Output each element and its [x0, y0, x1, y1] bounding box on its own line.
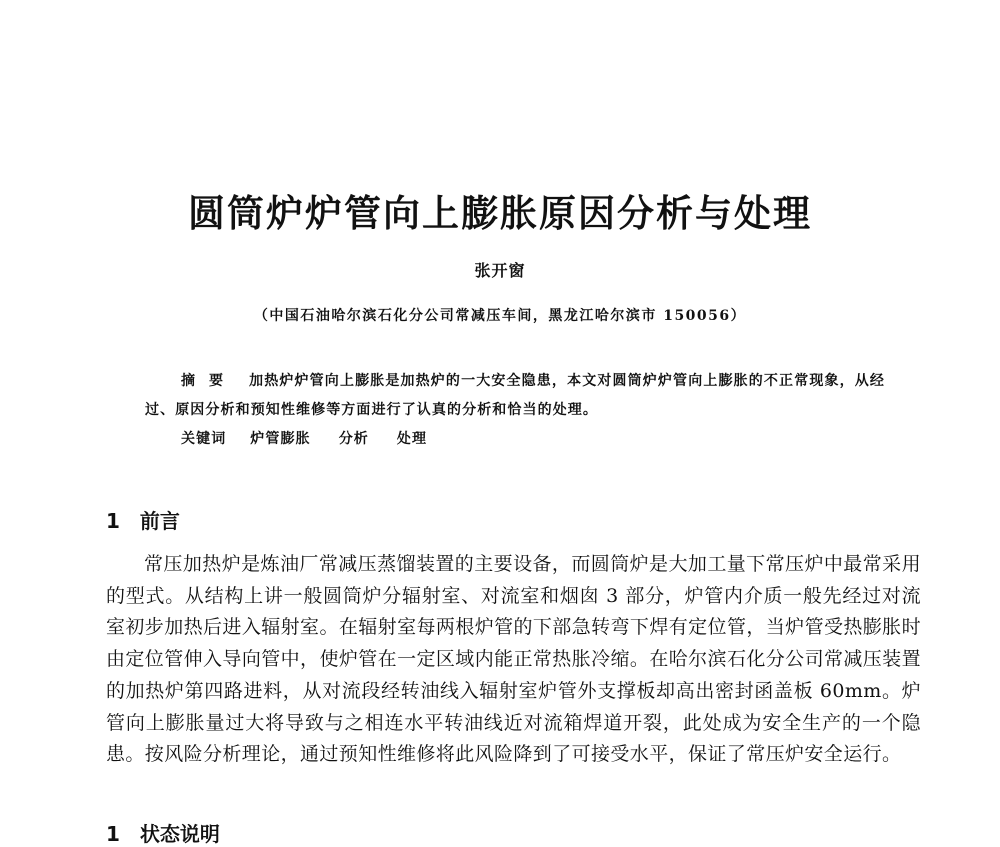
author-affiliation: （中国石油哈尔滨石化分公司常减压车间，黑龙江哈尔滨市 150056） — [253, 308, 747, 324]
abstract-paragraph — [145, 367, 885, 425]
keywords-row — [181, 425, 885, 454]
section-number: 1 — [106, 822, 120, 846]
keyword: 炉管膨胀 — [250, 431, 311, 447]
abstract-block — [145, 367, 885, 454]
section-heading-status — [106, 818, 220, 847]
section-number: 1 — [106, 509, 120, 533]
keyword: 分析 — [338, 431, 369, 447]
abstract-text: 加热炉炉管向上膨胀是加热炉的一大安全隐患，本文对圆筒炉炉管向上膨胀的不正常现象，从经过、原因分析和预知性维修等方面进行了认真的分析和恰当的处理。 — [145, 373, 886, 418]
keywords-label: 关键词 — [181, 431, 227, 447]
section-title: 状态说明 — [139, 822, 220, 846]
author-name: 张开窗 — [474, 261, 526, 280]
keyword: 处理 — [396, 431, 428, 447]
abstract-label: 摘要 — [181, 373, 238, 389]
section-title: 前言 — [139, 509, 180, 533]
section-heading-intro — [106, 505, 180, 534]
intro-paragraph: 常压加热炉是炼油厂常减压蒸馏装置的主要设备，而圆筒炉是大加工量下常压炉中最常采用的型式。从结构上讲一般圆筒炉分辐射室、对流室和烟囱 3 部分，炉管内介质一般先经过对流室初步加热后进入辐射室。在辐射室每两根炉管的下部急转弯下焊有定位管，当炉管受热膨胀时由定位管伸入导向管中，使炉管在一定区域内能正常热胀冷缩。在哈尔滨石化分公司常减压装置的加热炉第四路进料，从对流段经转油线入辐射室炉管外支撑板却高出密封函盖板 60mm。炉管向上膨胀量过大将导致与之相连水平转油线近对流箱焊道开裂，此处成为安全生产的一个隐患。按风险分析理论，通过预知性维修将此风险降到了可接受水平，保证了常压炉安全运行。 — [106, 553, 921, 766]
paper-title: 圆筒炉炉管向上膨胀原因分析与处理 — [188, 192, 812, 235]
